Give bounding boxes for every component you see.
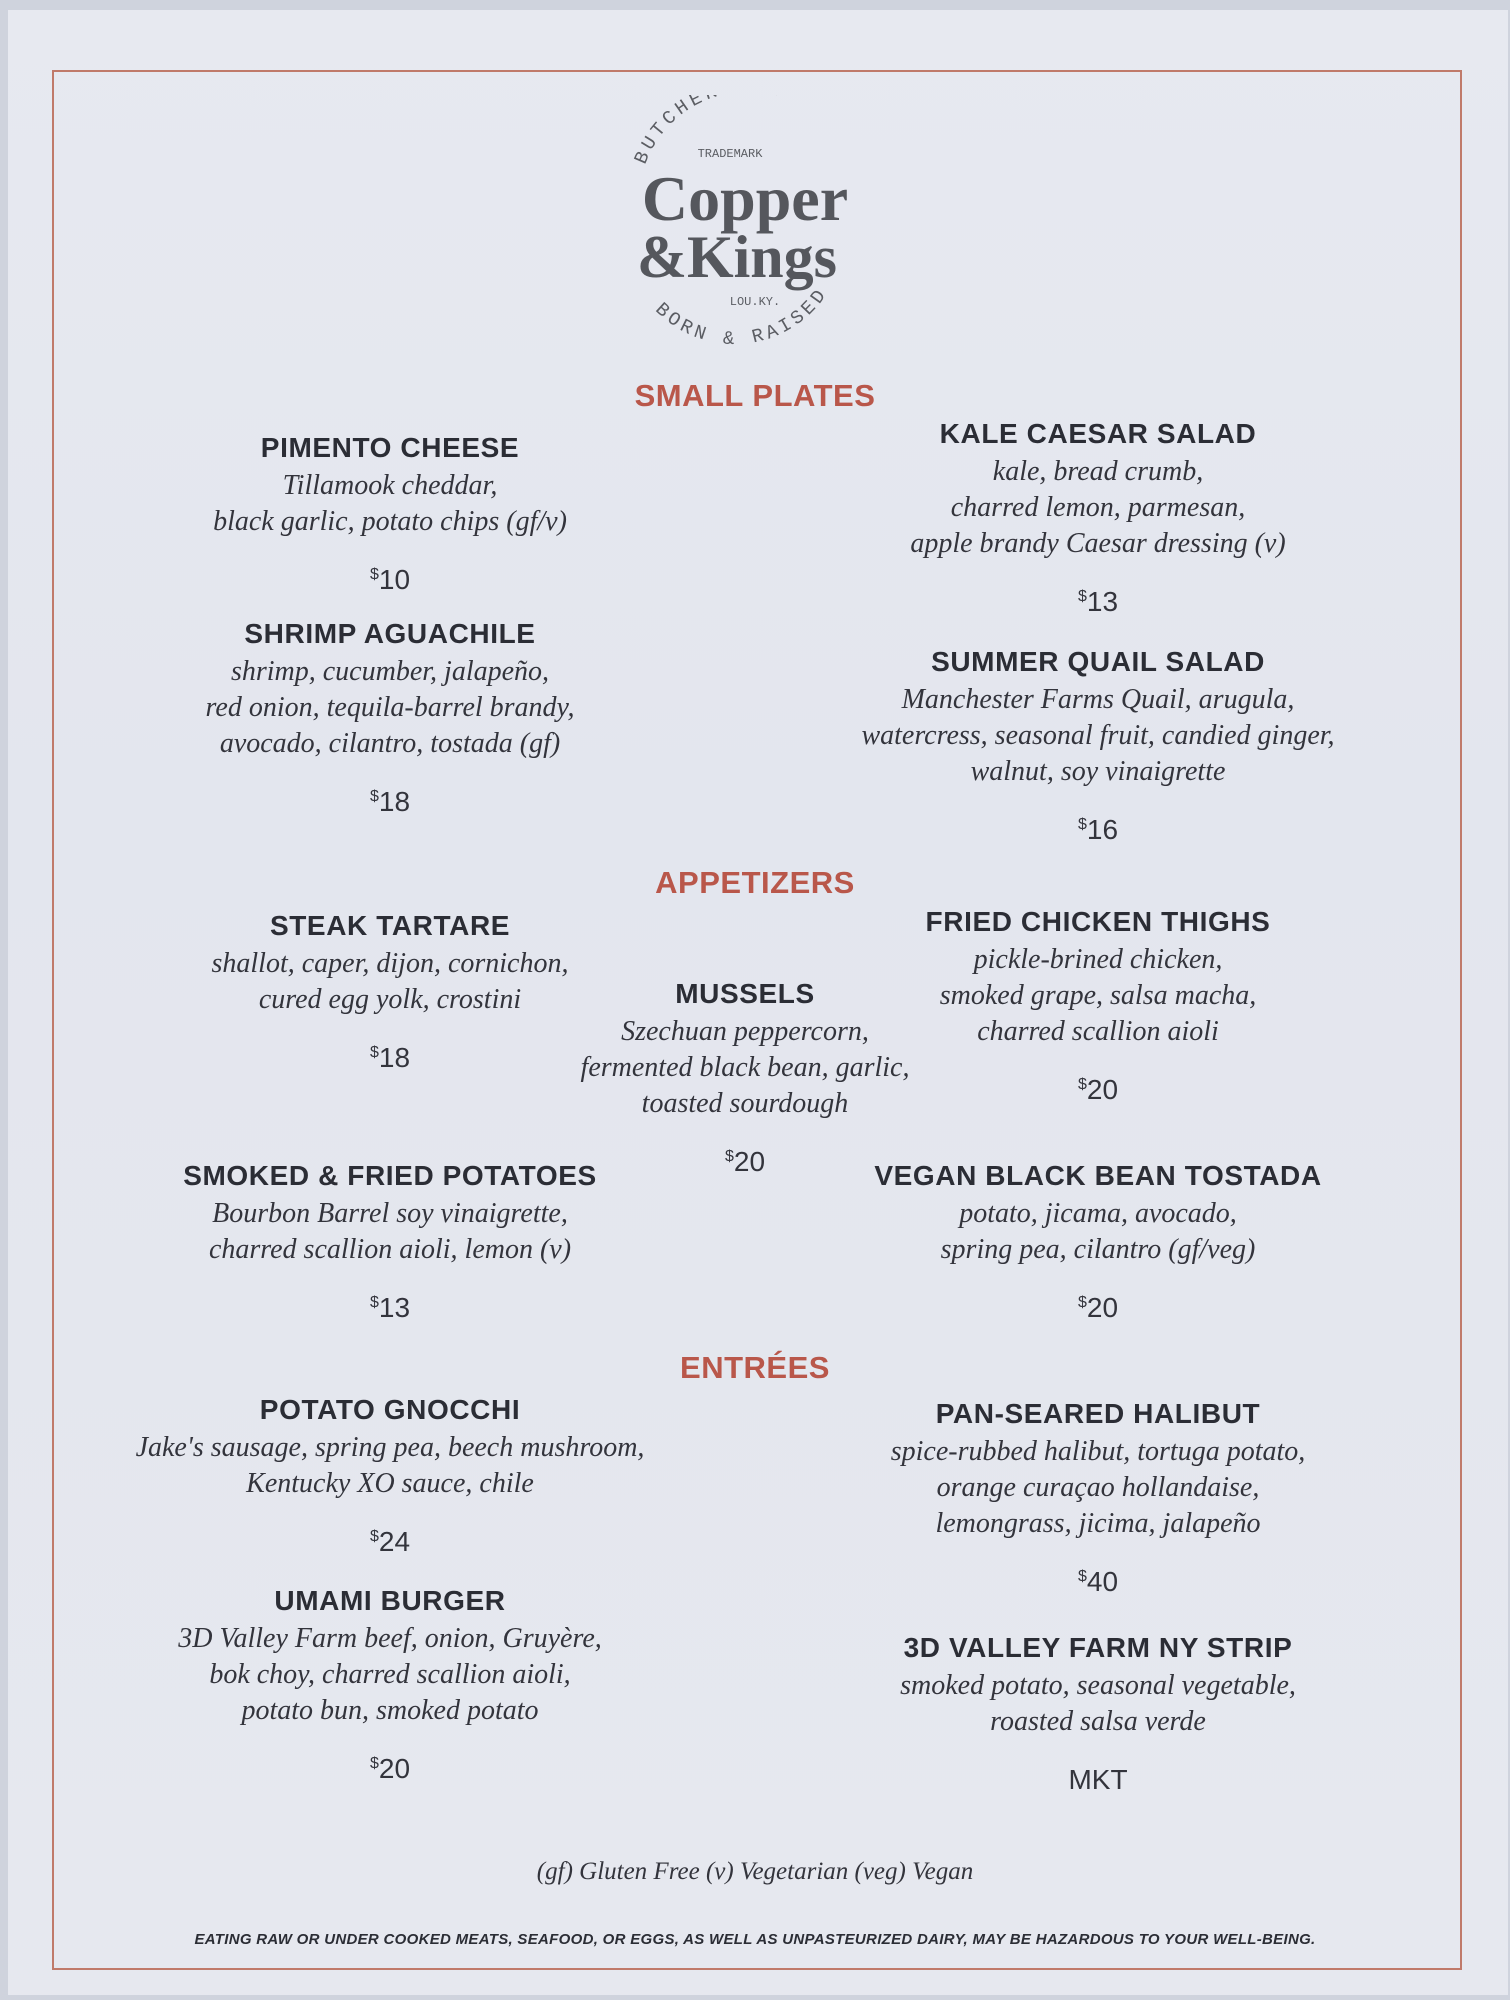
currency-symbol: $ <box>1077 1294 1087 1311</box>
currency-symbol: $ <box>369 1755 379 1772</box>
svg-text:BORN & RAISED <box>651 283 833 350</box>
item-price <box>110 564 670 596</box>
currency-symbol: $ <box>369 788 379 805</box>
section-appetizers: APPETIZERS <box>655 865 855 900</box>
price-value: 20 <box>378 1753 411 1784</box>
item-potato-gnocchi <box>108 1394 672 1558</box>
item-smoked-fried-potatoes <box>110 1160 670 1324</box>
dietary-legend: (gf) Gluten Free (v) Vegetarian (veg) Vegan <box>536 1858 974 1885</box>
item-desc: shrimp, cucumber, jalapeño, red onion, tequila-barrel brandy, avocado, cilantro, tostada (gf) <box>205 656 575 759</box>
item-name: 3D VALLEY FARM NY STRIP <box>903 1632 1293 1663</box>
price-value: 18 <box>378 786 411 817</box>
item-desc: kale, bread crumb, charred lemon, parmesan, apple brandy Caesar dressing (v) <box>910 456 1286 559</box>
currency-symbol: $ <box>369 1044 379 1061</box>
item-price: MKT <box>1068 1764 1128 1795</box>
price-value: 18 <box>378 1042 411 1073</box>
price-value: 13 <box>1086 586 1119 617</box>
item-name: PIMENTO CHEESE <box>260 432 520 463</box>
item-price <box>110 786 670 818</box>
item-ny-strip <box>818 1632 1378 1796</box>
logo-location: LOU.KY. <box>729 295 781 309</box>
item-price <box>110 1753 670 1785</box>
item-name: FRIED CHICKEN THIGHS <box>925 906 1271 937</box>
item-vegan-black-bean-tostada <box>818 1160 1378 1324</box>
item-name: PAN-SEARED HALIBUT <box>935 1398 1261 1429</box>
item-desc: pickle-brined chicken, smoked grape, salsa macha, charred scallion aioli <box>939 944 1257 1047</box>
item-desc: 3D Valley Farm beef, onion, Gruyère, bok choy, charred scallion aioli, potato bun, smoked potato <box>178 1623 602 1726</box>
currency-symbol: $ <box>1077 816 1087 833</box>
item-desc: potato, jicama, avocado, spring pea, cilantro (gf/veg) <box>940 1198 1256 1265</box>
copper-kings-logo <box>585 95 905 365</box>
item-name: SUMMER QUAIL SALAD <box>931 646 1265 677</box>
currency-symbol: $ <box>1077 1568 1087 1585</box>
logo-bottom-arc: BORN & RAISED <box>650 282 834 351</box>
item-price <box>110 1292 670 1324</box>
item-desc: smoked potato, seasonal vegetable, roasted salsa verde <box>900 1670 1296 1737</box>
logo-copper: Copper <box>641 163 849 234</box>
item-shrimp-aguachile <box>110 618 670 818</box>
price-value: 20 <box>1086 1074 1119 1105</box>
item-name: POTATO GNOCCHI <box>259 1394 521 1425</box>
item-price <box>818 1292 1378 1324</box>
item-price <box>108 1526 672 1558</box>
item-price <box>818 1566 1378 1598</box>
item-desc: Tillamook cheddar, black garlic, potato chips (gf/v) <box>213 470 567 537</box>
logo-trademark: TRADEMARK <box>697 147 763 161</box>
section-entrees: ENTRÉES <box>680 1350 830 1385</box>
price-value: 13 <box>378 1292 411 1323</box>
price-value: 20 <box>1086 1292 1119 1323</box>
currency-symbol: $ <box>724 1148 734 1165</box>
item-name: STEAK TARTARE <box>269 910 511 941</box>
item-umami-burger <box>110 1585 670 1785</box>
item-desc: Szechuan peppercorn, fermented black bean, garlic, toasted sourdough <box>580 1016 910 1119</box>
price-value: 20 <box>733 1146 766 1177</box>
health-warning: EATING RAW OR UNDER COOKED MEATS, SEAFOOD, OR EGGS, AS WELL AS UNPASTEURIZED DAIRY, MAY BE HAZARDOUS TO YOUR WELL-BEING. <box>194 1931 1316 1948</box>
currency-symbol: $ <box>1077 1076 1087 1093</box>
item-name: KALE CAESAR SALAD <box>939 418 1257 449</box>
currency-symbol: $ <box>1077 588 1087 605</box>
item-name: VEGAN BLACK BEAN TOSTADA <box>874 1160 1322 1191</box>
logo-top-arc: BUTCHE <box>630 95 710 168</box>
item-name: SHRIMP AGUACHILE <box>244 618 536 649</box>
item-desc: shallot, caper, dijon, cornichon, cured egg yolk, crostini <box>211 948 569 1015</box>
item-price <box>818 586 1378 618</box>
item-summer-quail <box>818 646 1378 846</box>
currency-symbol: $ <box>369 566 379 583</box>
logo-kings: &Kings <box>636 224 838 290</box>
currency-symbol: $ <box>369 1294 379 1311</box>
item-desc: Bourbon Barrel soy vinaigrette, charred scallion aioli, lemon (v) <box>208 1198 572 1265</box>
item-price <box>818 1074 1378 1106</box>
item-name: UMAMI BURGER <box>274 1585 506 1616</box>
section-small-plates: SMALL PLATES <box>634 378 876 413</box>
item-desc: spice-rubbed halibut, tortuga potato, orange curaçao hollandaise, lemongrass, jicima, jalapeño <box>890 1436 1306 1539</box>
item-price <box>818 814 1378 846</box>
item-fried-chicken-thighs <box>818 906 1378 1106</box>
price-value: 40 <box>1086 1566 1119 1597</box>
price-value: 10 <box>378 564 411 595</box>
item-desc: Manchester Farms Quail, arugula, watercress, seasonal fruit, candied ginger, walnut, soy vinaigrette <box>861 684 1335 787</box>
item-kale-caesar <box>818 418 1378 618</box>
price-value: 24 <box>378 1526 411 1557</box>
item-name: SMOKED & FRIED POTATOES <box>183 1160 597 1191</box>
item-pan-seared-halibut <box>818 1398 1378 1598</box>
item-pimento-cheese <box>110 432 670 596</box>
currency-symbol: $ <box>369 1528 379 1545</box>
item-name: MUSSELS <box>675 978 815 1009</box>
price-value: 16 <box>1086 814 1119 845</box>
item-desc: Jake's sausage, spring pea, beech mushroom, Kentucky XO sauce, chile <box>135 1432 645 1499</box>
